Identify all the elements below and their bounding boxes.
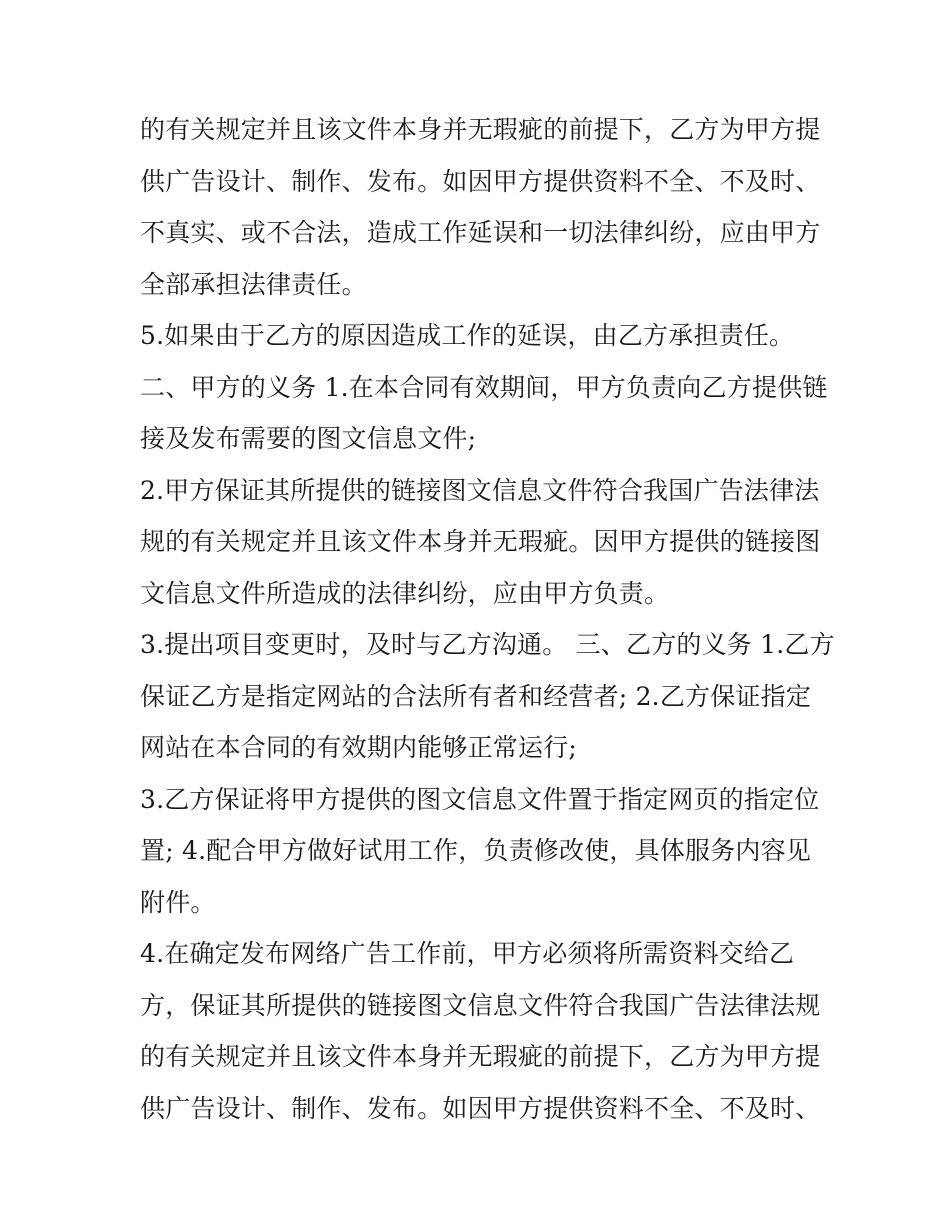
text-line: 3.提出项目变更时，及时与乙方沟通。 三、乙方的义务 1.乙方 [140, 630, 835, 659]
text-line: 文信息文件所造成的法律纠纷，应由甲方负责。 [140, 578, 670, 608]
text-line: 的有关规定并且该文件本身并无瑕疵的前提下，乙方为甲方提 [140, 115, 821, 144]
text-line: 规的有关规定并且该文件本身并无瑕疵。因甲方提供的链接图 [140, 527, 821, 556]
document-body [140, 104, 835, 1134]
text-line: 接及发布需要的图文信息文件; [140, 424, 477, 453]
text-line: 二、甲方的义务 1.在本合同有效期间，甲方负责向乙方提供链 [140, 372, 828, 402]
text-line: 2.甲方保证其所提供的链接图文信息文件符合我国广告法律法 [140, 475, 820, 505]
text-line: 网站在本合同的有效期内能够正常运行; [140, 733, 578, 762]
text-line: 全部承担法律责任。 [140, 269, 367, 299]
text-line: 供广告设计、制作、发布。如因甲方提供资料不全、不及时、 [140, 1093, 821, 1123]
text-line: 置; 4.配合甲方做好试用工作，负责修改使，具体服务内容见 [140, 836, 812, 865]
text-line: 4.在确定发布网络广告工作前，甲方必须将所需资料交给乙 [140, 939, 795, 968]
text-line: 的有关规定并且该文件本身并无瑕疵的前提下，乙方为甲方提 [140, 1042, 821, 1071]
text-line: 方，保证其所提供的链接图文信息文件符合我国广告法律法规 [140, 990, 821, 1020]
text-line: 供广告设计、制作、发布。如因甲方提供资料不全、不及时、 [140, 166, 821, 196]
text-line: 附件。 [140, 887, 216, 917]
text-line: 保证乙方是指定网站的合法所有者和经营者; 2.乙方保证指定 [140, 681, 812, 711]
text-line: 不真实、或不合法，造成工作延误和一切法律纠纷，应由甲方 [140, 218, 821, 247]
text-line: 5.如果由于乙方的原因造成工作的延误，由乙方承担责任。 [140, 321, 795, 350]
text-line: 3.乙方保证将甲方提供的图文信息文件置于指定网页的指定位 [140, 784, 820, 814]
